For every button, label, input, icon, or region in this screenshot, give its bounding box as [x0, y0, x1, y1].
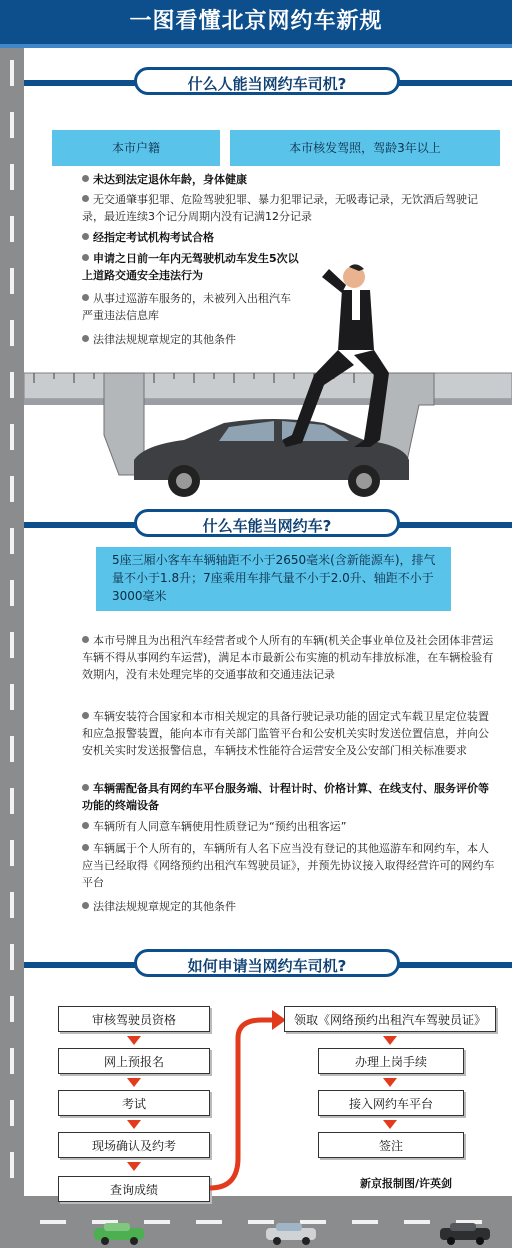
vehicle-bullet-1: 本市号牌且为出租汽车经营者或个人所有的车辆(机关企事业单位及社会团体非营运车辆不得从事网约车运营)，满足本市最新公布实施的机动车排放标准，在车辆检验有效期内，没有未处理完毕的交通事故和交通违法记录: [82, 634, 494, 681]
small-car-silver-icon: [262, 1222, 322, 1246]
driver-bullet-3: 经指定考试机构考试合格: [82, 229, 332, 246]
bullet-dot-icon: [82, 844, 89, 851]
driver-bullet-1: 未达到法定退休年龄，身体健康: [82, 171, 332, 188]
flow-step-4: 现场确认及约考: [58, 1132, 210, 1158]
road-dash: [352, 1220, 378, 1224]
road-dash: [196, 1220, 222, 1224]
road-dash: [10, 632, 14, 658]
vehicle-bullet-3: 车辆需配备具有网约车平台服务端、计程计时、价格计算、在线支付、服务评价等功能的终端设备: [82, 782, 489, 812]
flow-step-3: 考试: [58, 1090, 210, 1116]
driver-bullet-2: 无交通肇事犯罪、危险驾驶犯罪、暴力犯罪记录，无吸毒记录，无饮酒后驾驶记录，最近连续3个记分周期内没有记满12分记录: [82, 193, 478, 223]
road-left-decoration: [0, 0, 24, 1248]
road-dash: [10, 892, 14, 918]
section1-title: 什么人能当网约车司机?: [134, 67, 400, 95]
road-dash: [10, 1048, 14, 1074]
vehicle-bullet-5: 车辆属于个人所有的，车辆所有人名下应当没有登记的其他巡游车和网约车，本人应当已经取得《网络预约出租汽车驾驶员证》，并预先协议接入取得经营许可的网约车平台: [82, 842, 495, 889]
vehicle-bullet-2: 车辆安装符合国家和本市相关规定的具备行驶记录功能的固定式车载卫星定位装置和应急报警装置，能向本市有关部门监管平台和公安机关实时发送位置信息，并向公安机关实时发送报警信息，车辆技术性能符合运营安全及公安部门相关标准要求: [82, 710, 489, 757]
page-title: 一图看懂北京网约车新规: [129, 9, 383, 34]
header-stripe: [0, 44, 512, 48]
down-arrow-icon: [383, 1078, 397, 1087]
bullet-dot-icon: [82, 195, 89, 202]
road-dash: [10, 580, 14, 606]
bullet-dot-icon: [82, 712, 89, 719]
road-dash: [10, 996, 14, 1022]
bullet-dot-icon: [82, 784, 89, 791]
bullet-dot-icon: [82, 636, 89, 643]
road-dash: [10, 1100, 14, 1126]
flow-step-9: 签注: [318, 1132, 464, 1158]
caliper-car-illustration: [24, 255, 512, 505]
road-dash: [10, 60, 14, 86]
down-arrow-icon: [383, 1120, 397, 1129]
road-dash: [10, 788, 14, 814]
requirement-license-box: 本市核发驾照，驾龄3年以上: [230, 130, 500, 166]
small-car-green-icon: [90, 1222, 150, 1246]
section3-title: 如何申请当网约车司机?: [134, 949, 400, 977]
vehicle-bullet-4: 车辆所有人同意车辆使用性质登记为“预约出租客运”: [82, 818, 497, 835]
driver-bullet-6: 法律法规规章规定的其他条件: [82, 331, 332, 348]
flow-step-1: 审核驾驶员资格: [58, 1006, 210, 1032]
down-arrow-icon: [383, 1036, 397, 1045]
bullet-dot-icon: [82, 902, 89, 909]
flow-connector-arrow-icon: [206, 1008, 286, 1192]
driver-bullet-5: 从事过巡游车服务的，未被列入出租汽车严重违法信息库: [82, 292, 291, 322]
vehicle-bullet-6: 法律法规规章规定的其他条件: [82, 898, 497, 915]
road-dash: [10, 216, 14, 242]
road-dash: [10, 840, 14, 866]
flow-step-5: 查询成绩: [58, 1176, 210, 1202]
driver-bullet-4: 申请之日前一年内无驾驶机动车发生5次以上道路交通安全违法行为: [82, 252, 299, 282]
road-dash: [10, 320, 14, 346]
road-dash: [40, 1220, 66, 1224]
road-dash: [10, 528, 14, 554]
section2-title: 什么车能当网约车?: [134, 509, 400, 537]
requirement-residence-box: 本市户籍: [52, 130, 220, 166]
road-dash: [10, 424, 14, 450]
down-arrow-icon: [127, 1078, 141, 1087]
bullet-dot-icon: [82, 233, 89, 240]
flow-step-8: 接入网约车平台: [318, 1090, 464, 1116]
down-arrow-icon: [127, 1162, 141, 1171]
road-dash: [10, 372, 14, 398]
bullet-dot-icon: [82, 822, 89, 829]
road-dash: [10, 476, 14, 502]
road-dash: [10, 684, 14, 710]
sitting-man-illustration: [282, 264, 389, 447]
road-dash: [10, 268, 14, 294]
down-arrow-icon: [127, 1120, 141, 1129]
road-dash: [10, 944, 14, 970]
road-dash: [10, 112, 14, 138]
road-dash: [10, 736, 14, 762]
road-dash: [404, 1220, 430, 1224]
flow-step-7: 办理上岗手续: [318, 1048, 464, 1074]
road-dash: [10, 1152, 14, 1178]
flow-step-6: 领取《网络预约出租汽车驾驶员证》: [284, 1006, 496, 1032]
small-car-black-icon: [436, 1222, 496, 1246]
image-credit: 新京报制图/许英剑: [360, 1177, 453, 1190]
bullet-dot-icon: [82, 175, 89, 182]
road-dash: [10, 164, 14, 190]
vehicle-spec-box: 5座三厢小客车车辆轴距不小于2650毫米(含新能源车)，排气量不小于1.8升；7座乘用车排气量不小于2.0升、轴距不小于3000毫米: [96, 547, 451, 611]
down-arrow-icon: [127, 1036, 141, 1045]
flow-step-2: 网上预报名: [58, 1048, 210, 1074]
